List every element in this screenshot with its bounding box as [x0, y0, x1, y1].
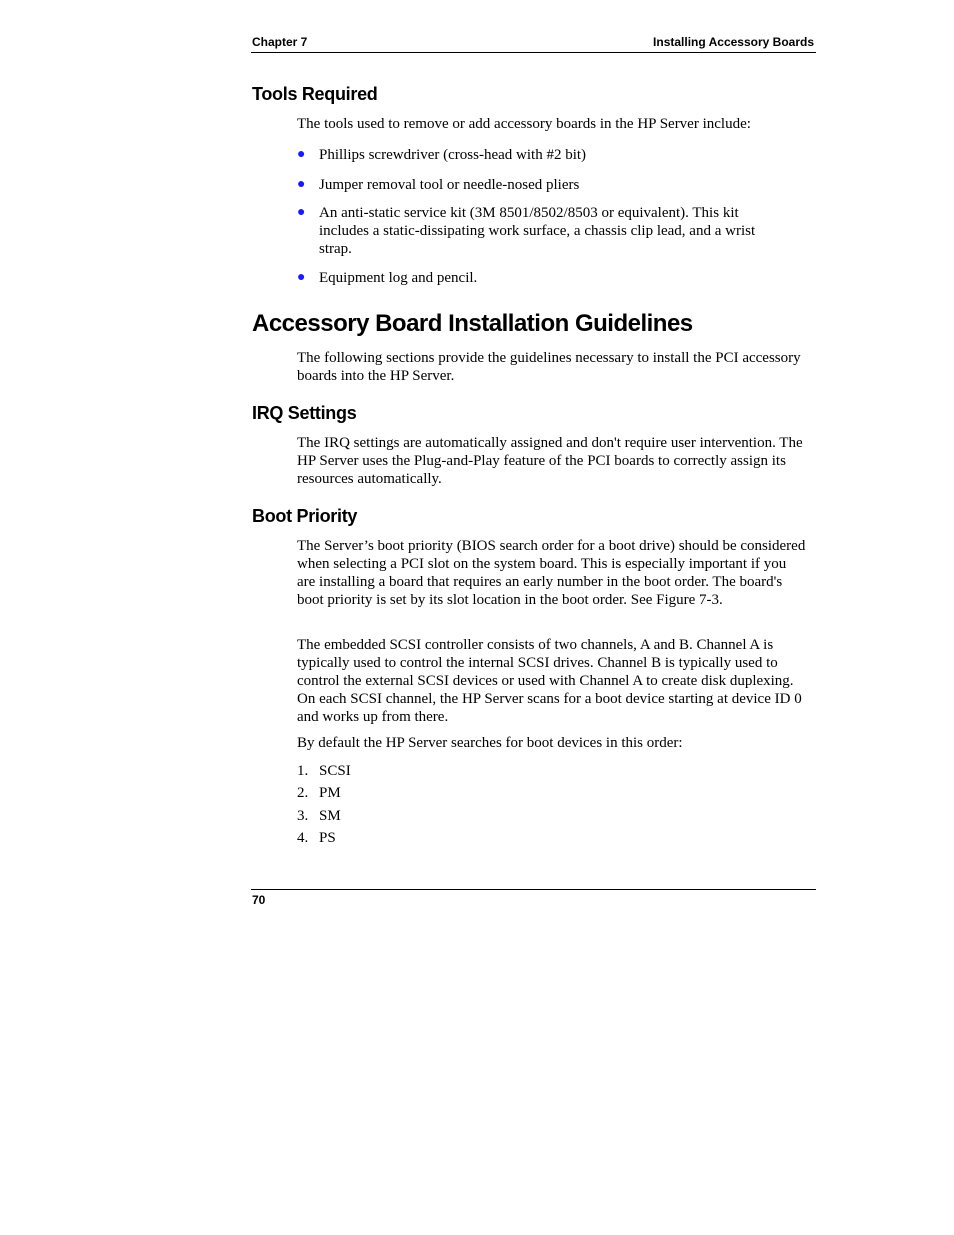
boot-paragraph-1: The Server’s boot priority (BIOS search order for a boot drive) should be considered when selecting a PCI slot on the system board. This is especially important if you are installing a board that requires an early number in the boot order. The board's boot priority is set by its slot location in the boot order. See Figure 7-3.: [297, 538, 806, 608]
bullet-icon: ●: [297, 270, 306, 285]
page-number: 70: [252, 893, 266, 907]
header-section-title: Installing Accessory Boards: [653, 35, 814, 49]
guidelines-heading: Accessory Board Installation Guidelines: [252, 310, 693, 337]
irq-body: The IRQ settings are automatically assigned and don't require user intervention. The HP Server uses the Plug-and-Play feature of the PCI boards to correctly assign its resources automatically.: [297, 435, 803, 487]
boot-paragraph-2: The embedded SCSI controller consists of two channels, A and B. Channel A is typically used to control the internal SCSI drives. Channel B is typically used to control the external SCSI devices or used with Channel A to create disk duplexing. On each SCSI channel, the HP Server scans for a boot device starting at device ID 0 and works up from there.: [297, 637, 802, 725]
irq-heading: IRQ Settings: [252, 403, 357, 423]
header-rule: [251, 52, 816, 53]
tools-heading: Tools Required: [252, 84, 378, 104]
tools-intro: The tools used to remove or add accessory boards in the HP Server include:: [297, 116, 751, 132]
footer-rule: [251, 889, 816, 890]
manual-page: Chapter 7 Installing Accessory Boards Tools Required The tools used to remove or add accessory boards in the HP Server include: ● Phillips screwdriver (cross-head with #2 bit) ● Jumper removal tool or needle-nosed pliers ● An anti-static service kit (3M 8501/8502/8503 or equivalent). This kit includes a static-dissipating work surface, a chassis clip lead, and a wrist strap. ● Equipment log and pencil. Accessory Board Installation Guidelines The following sections provide the guidelines necessary to install the PCI accessory boards into the HP Server. IRQ Settings The IRQ settings are automatically assigned and don't require user intervention. The HP Server uses the Plug-and-Play feature of the PCI boards to correctly assign its resources automatically. Boot Priority The Server’s boot priority (BIOS search order for a boot drive) should be considered when selecting a PCI slot on the system board. This is especially important if you are installing a board that requires an early number in the boot order. The board's boot priority is set by its slot location in the boot order. See Figure 7-3. The embedded SCSI controller consists of two channels, A and B. Channel A is typically used to control the internal SCSI drives. Channel B is typically used to control the external SCSI devices or used with Channel A to create disk duplexing. On each SCSI channel, the HP Server scans for a boot device starting at device ID 0 and works up from there. By default the HP Server searches for boot devices in this order: 1. SCSI 2. PM 3. SM 4. PS 70: [252, 35, 814, 907]
guidelines-intro: The following sections provide the guidelines necessary to install the PCI accessory boards into the HP Server.: [297, 350, 801, 384]
bullet-icon: ●: [297, 147, 306, 162]
header-chapter: Chapter 7: [252, 35, 308, 49]
boot-paragraph-3: By default the HP Server searches for boot devices in this order:: [297, 735, 683, 751]
boot-heading: Boot Priority: [252, 506, 358, 526]
bullet-icon: ●: [297, 177, 306, 192]
bullet-icon: ●: [297, 205, 306, 220]
